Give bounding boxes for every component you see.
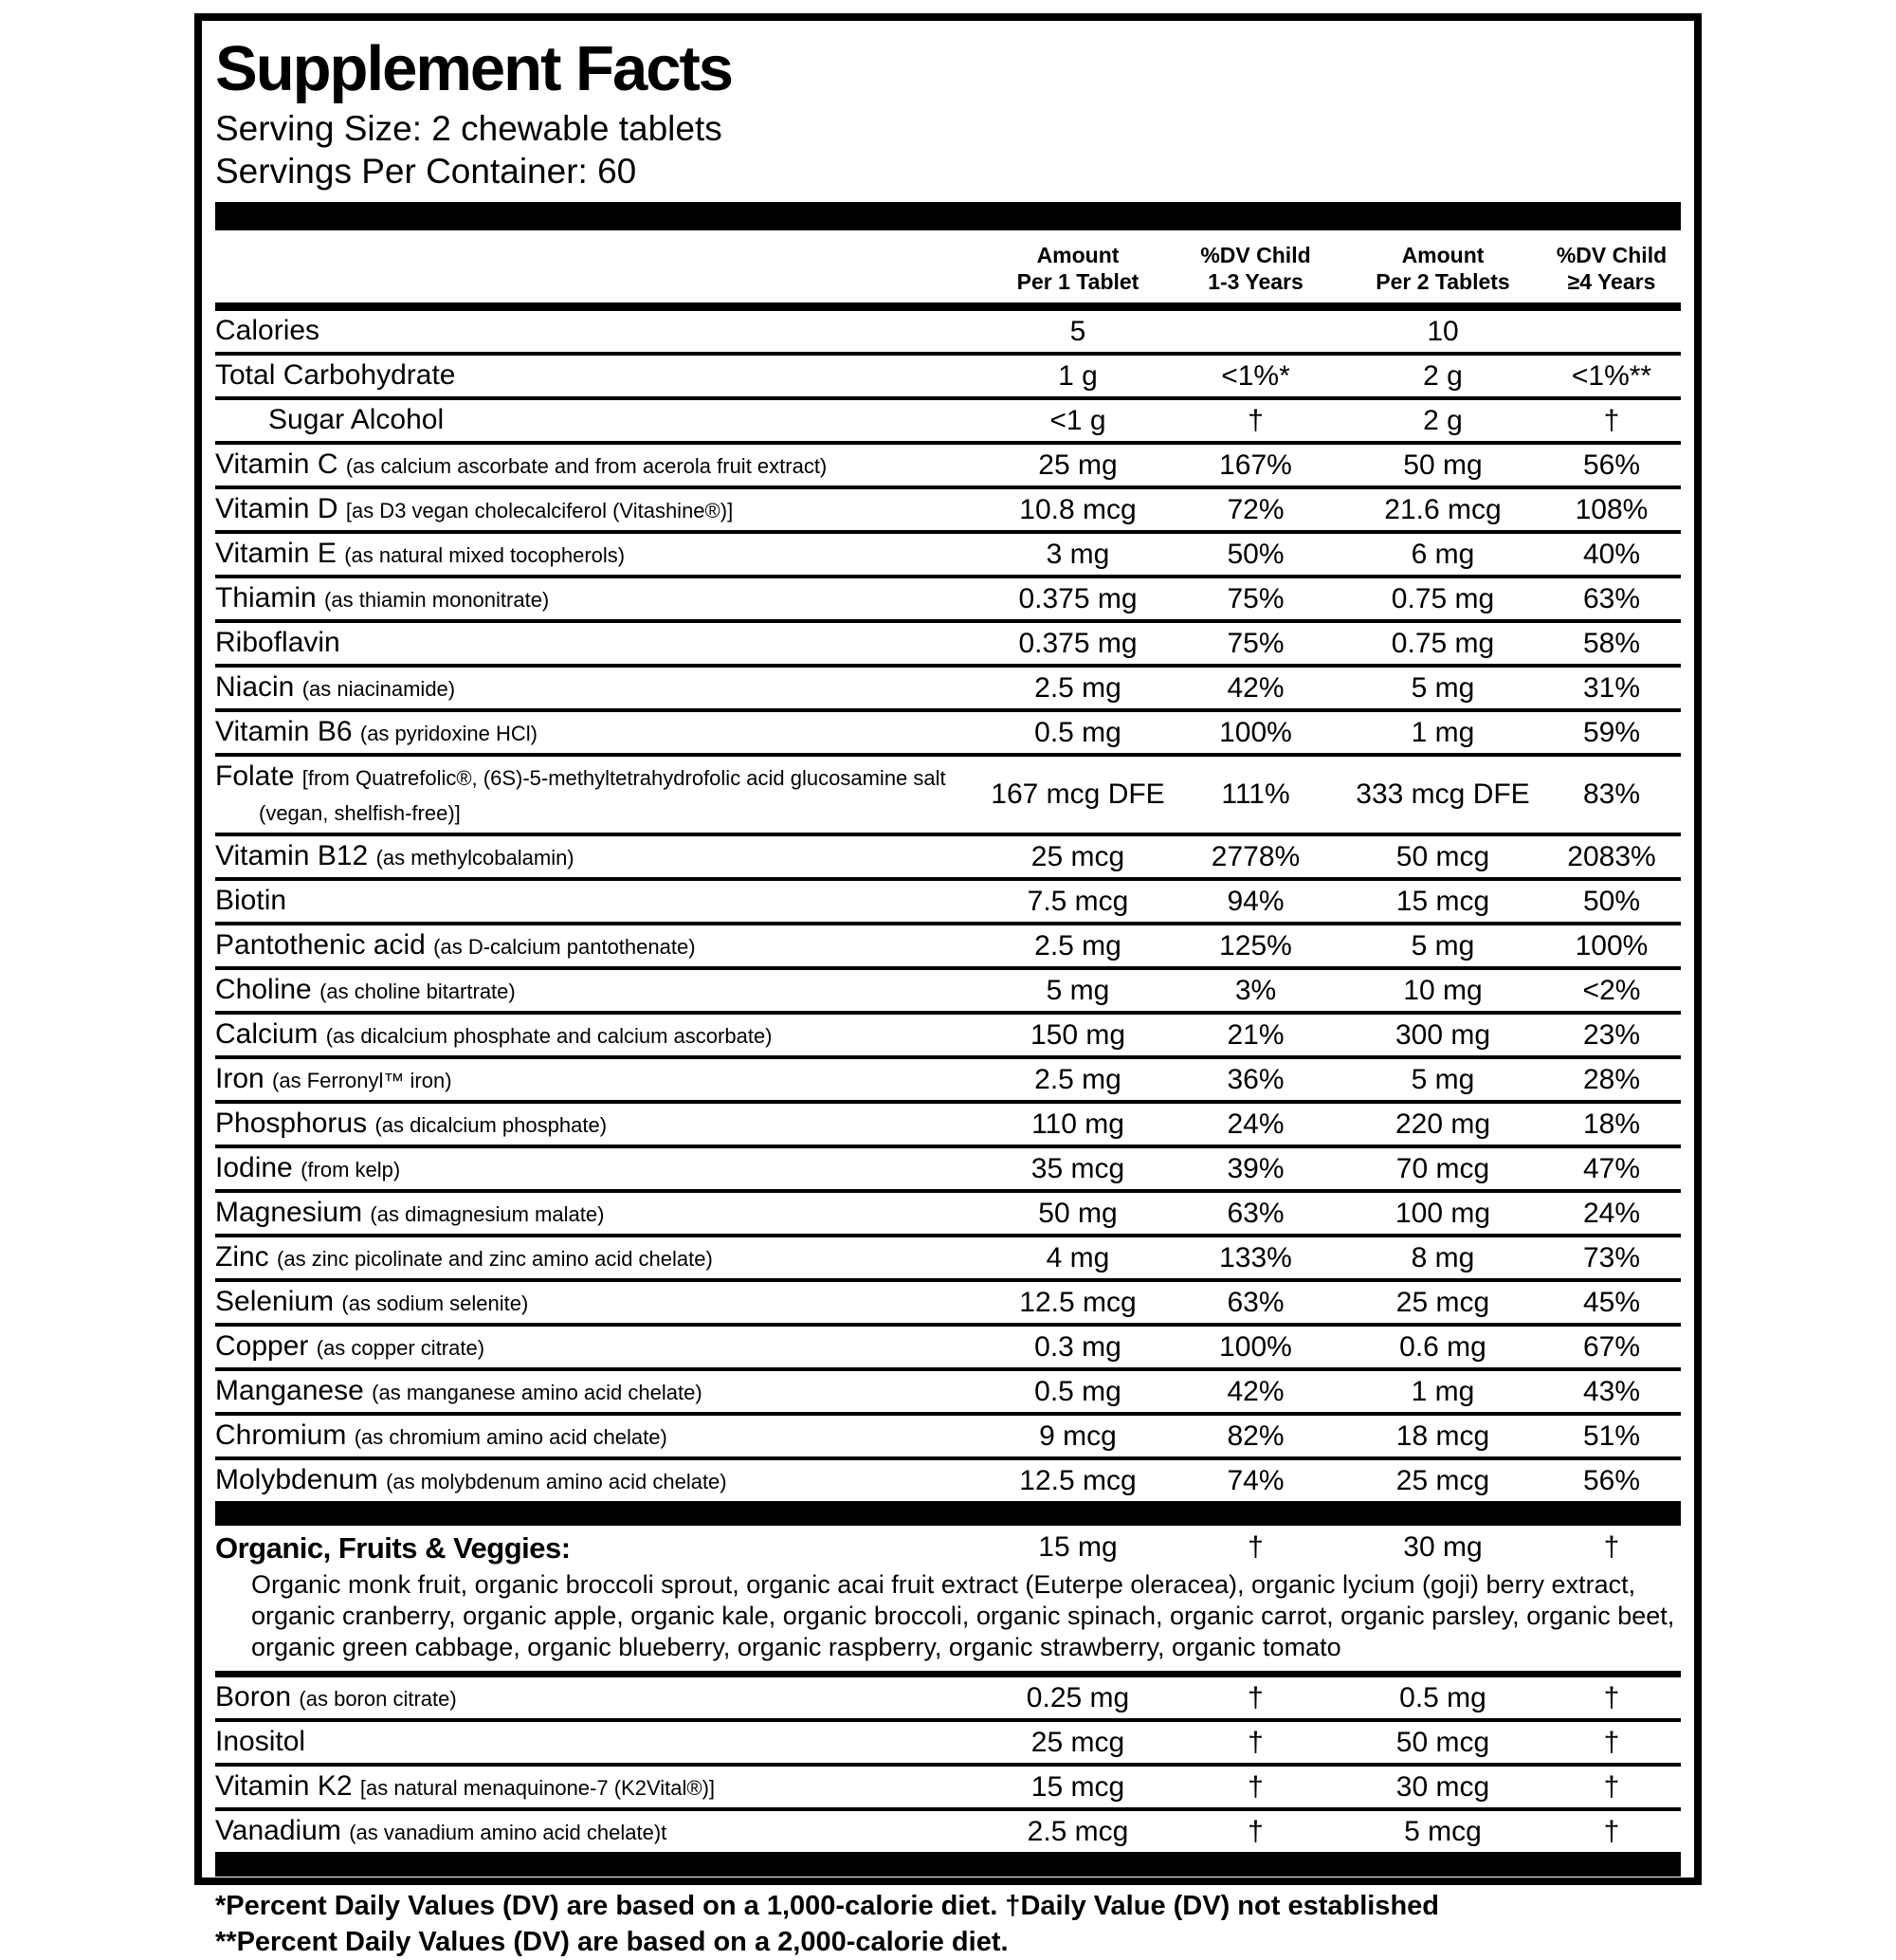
nutrient-source-detail: (as thiamin mononitrate)	[324, 588, 550, 612]
nutrient-name: Sugar Alcohol	[268, 404, 445, 435]
nutrient-name-cell	[215, 1327, 988, 1367]
organic-amount-per-1-tablet: 15 mg	[1038, 1531, 1118, 1563]
dv-child-4plus: 56%	[1582, 449, 1641, 481]
nutrient-name-cell	[215, 534, 988, 575]
nutrient-source-detail: (as choline bitartrate)	[319, 980, 516, 1003]
dv-child-4plus: <2%	[1582, 974, 1641, 1006]
nutrient-name: Calories	[215, 315, 320, 346]
amount-per-1-tablet: 0.375 mg	[1018, 582, 1138, 614]
dv-child-1-3: 82%	[1227, 1420, 1285, 1452]
amount-per-2-tablets: 1 mg	[1411, 716, 1475, 748]
amount-per-1-tablet: 0.25 mg	[1026, 1681, 1130, 1713]
column-headers	[215, 230, 1681, 311]
amount-per-1-tablet: 2.5 mg	[1034, 1063, 1121, 1095]
nutrient-row	[215, 356, 1681, 400]
dv-child-4plus: †	[1603, 1726, 1620, 1758]
dv-child-4plus: †	[1603, 1770, 1620, 1803]
dv-child-4plus: 47%	[1582, 1152, 1641, 1184]
nutrient-row	[215, 757, 1681, 836]
servings-per-container: Servings Per Container: 60	[215, 152, 637, 191]
dv-child-1-3: 72%	[1227, 493, 1285, 525]
dv-child-4plus: 18%	[1582, 1108, 1641, 1140]
dv-child-4plus: 31%	[1582, 671, 1641, 704]
nutrient-name: Chromium	[215, 1420, 347, 1451]
organic-ingredient-list: Organic monk fruit, organic broccoli sprout, organic acai fruit extract (Euterpe oleracea), organic lycium (goji) berry extract, organic cranberry, organic apple, organic kale, organic broccoli, organic spinach, organic carrot, organic parsley, organic beet, organic green cabbage, organic blueberry, organic raspberry, organic strawberry, organic tomato	[215, 1569, 1681, 1677]
nutrient-name: Iodine	[215, 1152, 293, 1183]
organic-dv-child-4plus: †	[1603, 1531, 1620, 1563]
dv-child-1-3: 42%	[1227, 671, 1285, 704]
nutrient-name-cell	[215, 578, 988, 619]
nutrient-row	[215, 1722, 1681, 1767]
amount-per-2-tablets: 300 mg	[1395, 1018, 1491, 1051]
nutrient-source-detail: (as methylcobalamin)	[375, 846, 574, 870]
nutrient-source-detail: [as D3 vegan cholecalciferol (Vitashine®)]	[345, 499, 734, 522]
nutrient-name: Biotin	[215, 885, 287, 916]
nutrient-name: Vitamin K2	[215, 1770, 353, 1802]
nutrient-source-detail: (as boron citrate)	[299, 1687, 457, 1711]
nutrient-row	[215, 668, 1681, 712]
serving-size: Serving Size: 2 chewable tablets	[215, 109, 722, 148]
amount-per-2-tablets: 220 mg	[1395, 1108, 1491, 1140]
nutrient-name-cell	[215, 1811, 988, 1852]
nutrient-name: Niacin	[215, 671, 295, 703]
dv-child-1-3: 75%	[1227, 582, 1285, 614]
nutrient-source-detail: (as dimagnesium malate)	[370, 1202, 605, 1226]
nutrient-name-cell	[215, 881, 988, 922]
amount-per-1-tablet: 0.5 mg	[1034, 1375, 1121, 1407]
amount-per-2-tablets: 25 mcg	[1395, 1286, 1490, 1318]
dv-child-4plus: 43%	[1582, 1375, 1641, 1407]
amount-per-2-tablets: 8 mg	[1411, 1241, 1475, 1273]
dv-child-4plus: 50%	[1582, 885, 1641, 917]
footnote-separator-bar	[215, 1852, 1681, 1877]
amount-per-1-tablet: 12.5 mcg	[1019, 1286, 1137, 1318]
nutrient-row	[215, 1015, 1681, 1059]
dv-child-1-3: 100%	[1219, 1330, 1292, 1363]
nutrient-name: Folate	[215, 760, 295, 792]
column-header-dv-child-1-3: %DV Child 1-3 Years	[1200, 243, 1311, 294]
footnotes	[215, 1877, 1681, 1960]
nutrient-row	[215, 925, 1681, 970]
nutrient-name: Phosphorus	[215, 1108, 368, 1139]
nutrient-source-detail: (as chromium amino acid chelate)	[354, 1425, 667, 1449]
amount-per-2-tablets: 10 mg	[1403, 974, 1483, 1006]
nutrient-row	[215, 445, 1681, 489]
nutrient-name-cell	[215, 1104, 988, 1145]
dv-child-4plus: 100%	[1575, 929, 1649, 962]
nutrient-source-detail: [from Quatrefolic®, (6S)-5-methyltetrahydrofolic acid glucosamine salt (vegan, shelfish-free)]	[259, 766, 946, 825]
nutrient-name: Magnesium	[215, 1197, 363, 1228]
nutrient-name-cell	[268, 400, 988, 441]
dv-child-1-3: 21%	[1227, 1018, 1285, 1051]
nutrient-row	[215, 1148, 1681, 1193]
amount-per-2-tablets: 0.5 mg	[1399, 1681, 1486, 1713]
nutrient-name: Vitamin B12	[215, 840, 369, 871]
amount-per-1-tablet: 2.5 mg	[1034, 671, 1121, 704]
amount-per-2-tablets: 70 mcg	[1395, 1152, 1490, 1184]
nutrient-name: Vitamin B6	[215, 716, 353, 747]
amount-per-1-tablet: 7.5 mcg	[1027, 885, 1129, 917]
dv-child-4plus: 28%	[1582, 1063, 1641, 1095]
nutrient-row	[215, 534, 1681, 578]
dv-child-4plus: 73%	[1582, 1241, 1641, 1273]
amount-per-1-tablet: 25 mg	[1038, 449, 1118, 481]
dv-child-4plus: †	[1603, 1681, 1620, 1713]
nutrient-row	[215, 489, 1681, 534]
amount-per-1-tablet: 0.5 mg	[1034, 716, 1121, 748]
amount-per-2-tablets: 25 mcg	[1395, 1464, 1490, 1496]
dv-child-1-3: 94%	[1227, 885, 1285, 917]
column-header-amount-per-2-tablets: Amount Per 2 Tablets	[1376, 243, 1510, 294]
dv-child-4plus: †	[1603, 404, 1620, 436]
nutrient-name: Total Carbohydrate	[215, 359, 456, 391]
amount-per-1-tablet: 35 mcg	[1030, 1152, 1125, 1184]
dv-child-4plus: 51%	[1582, 1420, 1641, 1452]
dv-child-1-3: 167%	[1219, 449, 1292, 481]
nutrient-row	[215, 1104, 1681, 1148]
nutrient-name-cell	[215, 668, 988, 708]
additional-nutrient-table	[215, 1677, 1681, 1852]
amount-per-1-tablet: 1 g	[1058, 359, 1098, 392]
organic-amount-per-2-tablets: 30 mg	[1403, 1531, 1483, 1563]
amount-per-1-tablet: 25 mcg	[1030, 840, 1125, 872]
dv-child-1-3: 75%	[1227, 627, 1285, 659]
nutrient-name: Copper	[215, 1330, 309, 1362]
nutrient-row	[215, 400, 1681, 445]
dv-child-1-3: 50%	[1227, 538, 1285, 570]
nutrient-source-detail: (as dicalcium phosphate and calcium ascorbate)	[325, 1024, 773, 1048]
nutrient-name: Molybdenum	[215, 1464, 378, 1495]
nutrient-source-detail: (as copper citrate)	[316, 1336, 485, 1360]
nutrient-row	[215, 1059, 1681, 1104]
dv-child-4plus: 83%	[1582, 779, 1641, 810]
dv-child-1-3: 133%	[1219, 1241, 1292, 1273]
nutrient-row	[215, 1811, 1681, 1852]
dv-child-1-3: †	[1248, 1681, 1264, 1713]
nutrient-name-cell	[215, 311, 988, 352]
nutrient-row	[215, 311, 1681, 356]
amount-per-2-tablets: 0.6 mg	[1399, 1330, 1486, 1363]
header-separator-bar	[215, 202, 1681, 230]
nutrient-source-detail: (as natural mixed tocopherols)	[344, 543, 626, 567]
amount-per-2-tablets: 100 mg	[1395, 1197, 1491, 1229]
nutrient-name-cell	[215, 1059, 988, 1100]
dv-child-1-3: 74%	[1227, 1464, 1285, 1496]
dv-child-4plus: 40%	[1582, 538, 1641, 570]
nutrient-name-cell	[215, 757, 988, 833]
nutrient-name-cell	[215, 1460, 988, 1501]
dv-child-4plus: <1%**	[1571, 359, 1652, 392]
dv-child-1-3: †	[1248, 1815, 1264, 1847]
nutrient-row	[215, 970, 1681, 1015]
nutrient-source-detail: (as niacinamide)	[301, 677, 456, 701]
amount-per-2-tablets: 5 mg	[1411, 671, 1475, 704]
amount-per-2-tablets: 333 mcg DFE	[1356, 779, 1530, 810]
nutrient-row	[215, 623, 1681, 668]
nutrient-row	[215, 712, 1681, 757]
supplement-facts-label	[194, 13, 1702, 1957]
nutrient-row	[215, 1677, 1681, 1722]
nutrient-row	[215, 1416, 1681, 1460]
nutrient-name: Manganese	[215, 1375, 364, 1406]
nutrient-name-cell	[215, 1148, 988, 1189]
column-header-dv-child-4plus: %DV Child ≥4 Years	[1556, 243, 1668, 294]
dv-child-4plus: 45%	[1582, 1286, 1641, 1318]
organic-fruits-veggies-row	[215, 1526, 1681, 1569]
dv-child-1-3: 100%	[1219, 716, 1292, 748]
nutrient-source-detail: (as molybdenum amino acid chelate)	[386, 1470, 727, 1493]
dv-child-1-3: 63%	[1227, 1197, 1285, 1229]
column-header-amount-per-1-tablet: Amount Per 1 Tablet	[1016, 243, 1139, 294]
footnote-daily-value-2000: **Percent Daily Values (DV) are based on a 2,000-calorie diet.	[215, 1927, 1009, 1957]
dv-child-4plus: 23%	[1582, 1018, 1641, 1051]
nutrient-name-cell	[215, 1237, 988, 1278]
nutrient-row	[215, 1767, 1681, 1811]
nutrient-name-cell	[215, 1767, 988, 1807]
nutrient-source-detail: (as calcium ascorbate and from acerola fruit extract)	[345, 454, 828, 478]
amount-per-1-tablet: 2.5 mcg	[1027, 1815, 1129, 1847]
dv-child-4plus: 56%	[1582, 1464, 1641, 1496]
amount-per-1-tablet: 0.3 mg	[1034, 1330, 1121, 1363]
dv-child-4plus: †	[1603, 1815, 1620, 1847]
nutrient-source-detail: (as D-calcium pantothenate)	[433, 935, 696, 959]
nutrient-name-cell	[215, 1371, 988, 1412]
nutrient-name: Vanadium	[215, 1815, 341, 1846]
page-title: Supplement Facts	[215, 33, 733, 104]
amount-per-1-tablet: 150 mg	[1030, 1018, 1126, 1051]
nutrient-name: Inositol	[215, 1726, 306, 1757]
nutrient-name: Vitamin C	[215, 449, 338, 480]
nutrient-name-cell	[215, 1722, 988, 1763]
amount-per-2-tablets: 2 g	[1423, 359, 1463, 392]
dv-child-1-3: 3%	[1234, 974, 1277, 1006]
dv-child-1-3: 2778%	[1211, 840, 1301, 872]
organic-dv-child-1-3: †	[1248, 1531, 1264, 1563]
amount-per-1-tablet: 4 mg	[1046, 1241, 1110, 1273]
nutrient-row	[215, 836, 1681, 881]
nutrient-name: Selenium	[215, 1286, 335, 1317]
dv-child-4plus: 24%	[1582, 1197, 1641, 1229]
dv-child-1-3: 42%	[1227, 1375, 1285, 1407]
nutrient-name-cell	[215, 1193, 988, 1234]
nutrient-name: Pantothenic acid	[215, 929, 426, 961]
dv-child-4plus: 108%	[1575, 493, 1649, 525]
nutrient-row	[215, 578, 1681, 623]
dv-child-1-3: †	[1248, 404, 1264, 436]
nutrient-source-detail: (as manganese amino acid chelate)	[372, 1381, 702, 1404]
section-separator-bar	[215, 1501, 1681, 1526]
nutrient-row	[215, 1327, 1681, 1371]
amount-per-1-tablet: <1 g	[1049, 404, 1106, 436]
nutrient-row	[215, 1237, 1681, 1282]
nutrient-source-detail: (as vanadium amino acid chelate)t	[349, 1821, 667, 1844]
dv-child-4plus: 2083%	[1567, 840, 1656, 872]
nutrient-name: Zinc	[215, 1241, 269, 1273]
amount-per-2-tablets: 2 g	[1423, 404, 1463, 436]
nutrient-name-cell	[215, 445, 988, 485]
amount-per-2-tablets: 30 mcg	[1395, 1770, 1490, 1803]
amount-per-1-tablet: 12.5 mcg	[1019, 1464, 1137, 1496]
amount-per-1-tablet: 167 mcg DFE	[991, 779, 1165, 810]
amount-per-1-tablet: 0.375 mg	[1018, 627, 1138, 659]
nutrient-name: Vitamin D	[215, 493, 338, 524]
nutrient-row	[215, 1193, 1681, 1237]
nutrient-name-cell	[215, 356, 988, 396]
amount-per-1-tablet: 15 mcg	[1030, 1770, 1125, 1803]
dv-child-1-3: 24%	[1227, 1108, 1285, 1140]
nutrient-name-cell	[215, 1282, 988, 1323]
organic-row-name: Organic, Fruits & Veggies:	[215, 1530, 571, 1565]
nutrient-name: Thiamin	[215, 582, 317, 614]
nutrient-name-cell	[215, 1416, 988, 1456]
nutrient-source-detail: [as natural menaquinone-7 (K2Vital®)]	[359, 1776, 716, 1800]
footnote-daily-value-1000: *Percent Daily Values (DV) are based on a 1,000-calorie diet. †Daily Value (DV) not established	[215, 1891, 1439, 1921]
amount-per-2-tablets: 21.6 mcg	[1384, 493, 1502, 525]
nutrient-row	[215, 1371, 1681, 1416]
nutrient-name-cell	[215, 970, 988, 1011]
amount-per-2-tablets: 18 mcg	[1395, 1420, 1490, 1452]
dv-child-1-3: 125%	[1219, 929, 1292, 962]
nutrient-name: Calcium	[215, 1018, 319, 1050]
amount-per-2-tablets: 5 mg	[1411, 929, 1475, 962]
nutrient-source-detail: (as dicalcium phosphate)	[374, 1113, 608, 1137]
amount-per-1-tablet: 5 mg	[1046, 974, 1110, 1006]
nutrient-name-cell	[215, 623, 988, 664]
dv-child-1-3: 111%	[1221, 779, 1290, 810]
amount-per-1-tablet: 3 mg	[1046, 538, 1110, 570]
amount-per-2-tablets: 6 mg	[1411, 538, 1475, 570]
nutrient-name-cell	[215, 1677, 988, 1718]
nutrient-name: Boron	[215, 1681, 292, 1713]
amount-per-2-tablets: 50 mcg	[1395, 840, 1490, 872]
nutrient-source-detail: (from kelp)	[301, 1158, 401, 1181]
amount-per-2-tablets: 10	[1427, 315, 1459, 347]
nutrient-source-detail: (as pyridoxine HCl)	[359, 722, 538, 745]
amount-per-1-tablet: 5	[1069, 315, 1086, 347]
dv-child-1-3: †	[1248, 1726, 1264, 1758]
dv-child-1-3: 39%	[1227, 1152, 1285, 1184]
nutrient-row	[215, 1460, 1681, 1501]
nutrient-source-detail: (as sodium selenite)	[341, 1291, 529, 1315]
nutrient-name-cell	[215, 836, 988, 877]
dv-child-1-3: 36%	[1227, 1063, 1285, 1095]
amount-per-2-tablets: 0.75 mg	[1391, 627, 1495, 659]
amount-per-2-tablets: 5 mg	[1411, 1063, 1475, 1095]
dv-child-1-3: <1%*	[1221, 359, 1290, 392]
amount-per-2-tablets: 15 mcg	[1395, 885, 1490, 917]
nutrient-name: Riboflavin	[215, 627, 340, 658]
amount-per-1-tablet: 50 mg	[1038, 1197, 1118, 1229]
dv-child-4plus: 58%	[1582, 627, 1641, 659]
amount-per-2-tablets: 1 mg	[1411, 1375, 1475, 1407]
nutrient-name: Choline	[215, 974, 312, 1005]
nutrient-source-detail: (as Ferronyl™ iron)	[272, 1069, 452, 1092]
dv-child-4plus: 63%	[1582, 582, 1641, 614]
amount-per-1-tablet: 10.8 mcg	[1019, 493, 1137, 525]
nutrient-row	[215, 881, 1681, 925]
amount-per-2-tablets: 50 mg	[1403, 449, 1483, 481]
dv-child-4plus: 59%	[1582, 716, 1641, 748]
dv-child-1-3: 63%	[1227, 1286, 1285, 1318]
amount-per-2-tablets: 0.75 mg	[1391, 582, 1495, 614]
amount-per-1-tablet: 110 mg	[1031, 1108, 1124, 1140]
nutrient-name: Vitamin E	[215, 538, 337, 569]
nutrient-name-cell	[215, 925, 988, 966]
amount-per-1-tablet: 2.5 mg	[1034, 929, 1121, 962]
nutrient-name-cell	[215, 1015, 988, 1055]
dv-child-1-3: †	[1248, 1770, 1264, 1803]
nutrient-row	[215, 1282, 1681, 1327]
amount-per-2-tablets: 50 mcg	[1395, 1726, 1490, 1758]
nutrient-name: Iron	[215, 1063, 264, 1094]
amount-per-2-tablets: 5 mcg	[1404, 1815, 1482, 1847]
nutrient-name-cell	[215, 489, 988, 530]
amount-per-1-tablet: 25 mcg	[1030, 1726, 1125, 1758]
nutrient-name-cell	[215, 712, 988, 753]
amount-per-1-tablet: 9 mcg	[1039, 1420, 1117, 1452]
nutrient-table	[215, 311, 1681, 1501]
nutrient-source-detail: (as zinc picolinate and zinc amino acid chelate)	[277, 1247, 713, 1271]
dv-child-4plus: 67%	[1582, 1330, 1641, 1363]
